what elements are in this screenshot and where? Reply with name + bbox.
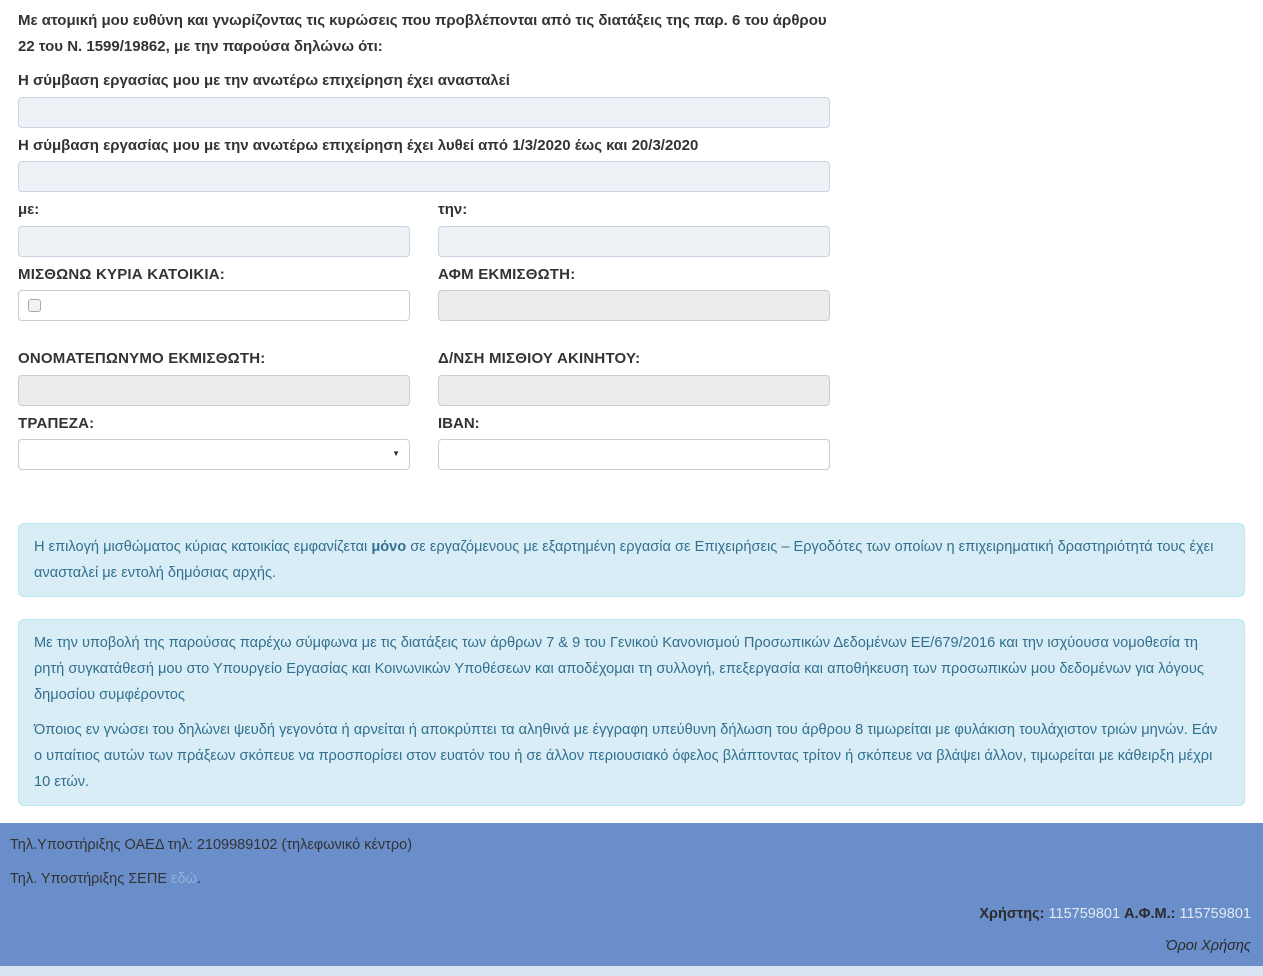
- suspended-label: Η σύμβαση εργασίας μου με την ανωτέρω επιχείρηση έχει ανασταλεί: [18, 72, 510, 89]
- sepe-support-suffix: .: [196, 870, 201, 887]
- field-group-iban: [438, 406, 830, 471]
- oaed-support-line: Τηλ.Υποστήριξης ΟΑΕΔ τηλ: 2109989102 (τηλεφωνικό κέντρο): [10, 837, 413, 853]
- terms-line: [10, 937, 1253, 957]
- row-landlord-address: [18, 341, 830, 406]
- declaration-form: [18, 71, 830, 470]
- iban-input[interactable]: [438, 439, 830, 470]
- field-group-tin: [438, 192, 830, 257]
- footer: [0, 823, 1263, 966]
- chevron-down-icon: ▼: [392, 449, 400, 458]
- rent-checkbox-container: [18, 290, 410, 321]
- housing-notice-bold: μόνο: [371, 539, 407, 555]
- user-label: Χρήστης:: [979, 906, 1045, 923]
- rent-primary-residence-label: ΜΙΣΘΩΝΩ ΚΥΡΙΑ ΚΑΤΟΙΚΙΑ:: [18, 265, 225, 283]
- field-group-property-address: [438, 341, 830, 406]
- field-group-landlord-afm: [438, 257, 830, 322]
- gdpr-consent-paragraph: Με την υποβολή της παρούσας παρέχω σύμφωνα με τις διατάξεις των άρθρων 7 & 9 του Γενικού Κανονισμού Προσωπικών Δεδομένων ΕΕ/679/2016 και την ισχύουσα νομοθεσία τη ρητή συγκατάθεσή μου στο Υπουργείο Εργασίας και Κοινωνικών Υποθέσεων και αποδέχομαι τη συλλογή, επεξεργασία και αποθήκευση των προσωπικών μου δεδομένων για λόγους δημοσίου συμφέροντος: [34, 635, 1204, 703]
- bottom-strip: [0, 966, 1263, 976]
- afm-label: Α.Φ.Μ.:: [1124, 906, 1176, 923]
- sepe-support-line: [10, 870, 1253, 890]
- me-input[interactable]: [18, 226, 410, 257]
- iban-label: IBAN:: [438, 414, 480, 432]
- housing-notice-box: [18, 523, 1245, 597]
- me-label: με:: [18, 201, 40, 218]
- property-address-input: [438, 375, 830, 406]
- bank-select-wrap: [18, 439, 410, 470]
- declaration-intro-text: Με ατομική μου ευθύνη και γνωρίζοντας τις κυρώσεις που προβλέπονται από τις διατάξεις της παρ. 6 του άρθρου 22 του Ν. 1599/19862, με την παρούσα δηλώνω ότι:: [18, 12, 827, 55]
- property-address-label: Δ/ΝΣΗ ΜΙΣΘΙΟΥ ΑΚΙΝΗΤΟΥ:: [438, 350, 641, 367]
- row-rent-afm: [18, 257, 830, 322]
- field-group-terminated: [18, 136, 830, 193]
- terminated-input[interactable]: [18, 161, 830, 192]
- landlord-afm-input: [438, 290, 830, 321]
- row-me-tin: [18, 192, 830, 257]
- landlord-afm-label: ΑΦΜ ΕΚΜΙΣΘΩΤΗ:: [438, 265, 576, 283]
- false-declaration-paragraph: Όποιος εν γνώσει του δηλώνει ψευδή γεγονότα ή αρνείται ή αποκρύπτει τα αληθινά με έγγραφη υπεύθυνη δήλωση του άρθρου 8 τιμωρείται με φυλάκιση τουλάχιστον τριών μηνών. Εάν ο υπαίτιος αυτών των πράξεων σκόπευε να προσπορίσει στον ευατόν του ή σε άλλον περιουσιακό όφελος βλάπτοντας τρίτον ή σκόπευε να βλάψει άλλον, τιμωρείται με κάθειρξη μέχρι 10 ετών.: [34, 722, 1218, 790]
- sepe-here-link[interactable]: εδώ: [171, 870, 197, 887]
- field-group-landlord-name: [18, 341, 410, 406]
- bank-select[interactable]: [18, 439, 410, 470]
- bank-label: ΤΡΑΠΕΖΑ:: [18, 414, 95, 432]
- user-info-line: [10, 905, 1253, 925]
- terminated-label: Η σύμβαση εργασίας μου με την ανωτέρω επιχείρηση έχει λυθεί από 1/3/2020 έως και 20/3/2020: [18, 136, 699, 154]
- housing-notice-before: Η επιλογή μισθώματος κύριας κατοικίας εμφανίζεται: [34, 539, 372, 555]
- gdpr-notice-box: [18, 619, 1245, 806]
- user-value: 115759801: [1048, 906, 1121, 923]
- sepe-support-text: Τηλ. Υποστήριξης ΣΕΠΕ: [10, 870, 172, 887]
- rent-primary-residence-checkbox[interactable]: [28, 299, 41, 312]
- housing-notice-after: σε εργαζόμενους με εξαρτημένη εργασία σε Επιχειρήσεις – Εργοδότες των οποίων η επιχειρηματική δραστηριότητά τους έχει ανασταλεί με εντολή δημόσιας αρχής.: [34, 539, 1214, 581]
- field-group-me: [18, 192, 410, 257]
- field-group-suspended: [18, 71, 830, 128]
- field-group-bank: [18, 406, 410, 471]
- housing-notice-text: [34, 534, 1229, 586]
- tin-input[interactable]: [438, 226, 830, 257]
- tin-label: την:: [438, 201, 468, 218]
- landlord-name-input: [18, 375, 410, 406]
- afm-value: 115759801: [1179, 906, 1251, 923]
- terms-of-use-link[interactable]: Όροι Χρήσης: [1165, 937, 1251, 954]
- field-group-rent-checkbox: [18, 257, 410, 322]
- suspended-input[interactable]: [18, 97, 830, 128]
- row-bank-iban: [18, 406, 830, 471]
- landlord-name-label: ΟΝΟΜΑΤΕΠΩΝΥΜΟ ΕΚΜΙΣΘΩΤΗ:: [18, 350, 266, 367]
